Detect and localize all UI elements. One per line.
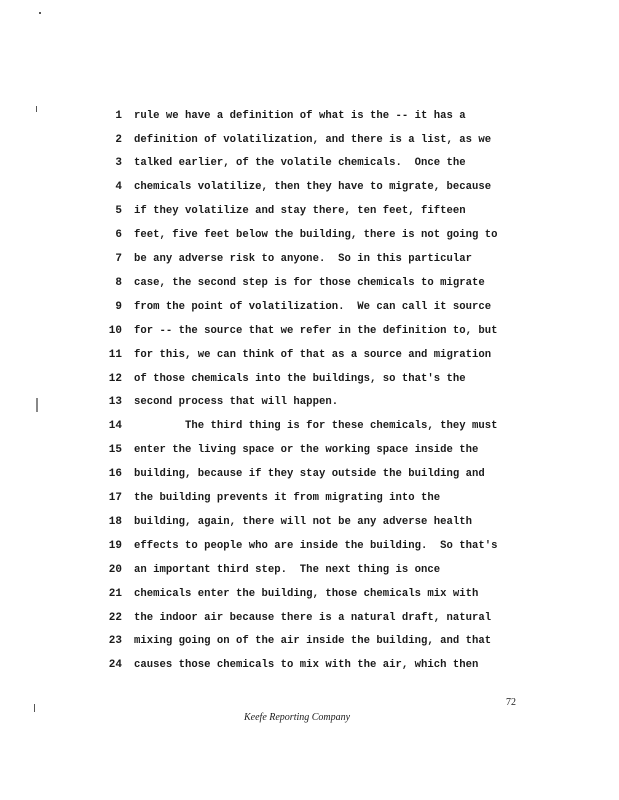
line-text: second process that will happen. (134, 396, 339, 408)
line-text: building, again, there will not be any adverse health (134, 516, 472, 528)
reporter-footer: Keefe Reporting Company (244, 712, 351, 723)
line-number: 11 (108, 349, 122, 361)
line-number: 18 (108, 516, 122, 528)
line-text: effects to people who are inside the building. So that's (134, 540, 498, 552)
line-number: 23 (108, 635, 122, 647)
line-text: if they volatilize and stay there, ten feet, fifteen (134, 205, 466, 217)
transcript-line (0, 321, 619, 341)
line-number: 8 (115, 277, 122, 289)
line-text: from the point of volatilization. We can call it source (134, 301, 492, 313)
line-number: 7 (115, 253, 122, 265)
line-number: 15 (108, 444, 122, 456)
transcript-line (0, 249, 619, 269)
line-text: chemicals volatilize, then they have to migrate, because (134, 181, 492, 193)
transcript-line (0, 392, 619, 412)
line-text: chemicals enter the building, those chemicals mix with (134, 588, 479, 600)
transcript-line (0, 225, 619, 245)
transcript-line (0, 584, 619, 604)
line-text: an important third step. The next thing is once (134, 564, 441, 576)
transcript-line (0, 177, 619, 197)
line-text: be any adverse risk to anyone. So in this particular (134, 253, 472, 265)
transcript-line (0, 416, 619, 436)
transcript-line (0, 512, 619, 532)
line-text: feet, five feet below the building, there is not going to (134, 229, 498, 241)
line-text: definition of volatilization, and there is a list, as we (134, 134, 492, 146)
line-text: the indoor air because there is a natural draft, natural (134, 612, 492, 624)
line-text: mixing going on of the air inside the building, and that (134, 635, 492, 647)
line-text: talked earlier, of the volatile chemicals. Once the (134, 157, 466, 169)
line-number: 6 (115, 229, 122, 241)
line-number: 22 (108, 612, 122, 624)
transcript-line (0, 440, 619, 460)
line-text: for this, we can think of that as a source and migration (134, 349, 492, 361)
line-text: case, the second step is for those chemicals to migrate (134, 277, 485, 289)
line-number: 1 (115, 110, 122, 122)
line-number: 3 (115, 157, 122, 169)
transcript-line (0, 655, 619, 675)
line-number: 2 (115, 134, 122, 146)
line-number: 21 (108, 588, 122, 600)
line-text: The third thing is for these chemicals, they must (134, 420, 498, 432)
line-text: the building prevents it from migrating into the (134, 492, 441, 504)
transcript-line (0, 464, 619, 484)
transcript-line (0, 536, 619, 556)
line-text: causes those chemicals to mix with the air, which then (134, 659, 479, 671)
line-text: of those chemicals into the buildings, so that's the (134, 373, 466, 385)
scan-speck (39, 12, 41, 14)
line-text: rule we have a definition of what is the -- it has a (134, 110, 466, 122)
transcript-line (0, 369, 619, 389)
transcript-line (0, 560, 619, 580)
line-text: enter the living space or the working space inside the (134, 444, 479, 456)
transcript-line (0, 345, 619, 365)
line-text: for -- the source that we refer in the definition to, but (134, 325, 498, 337)
line-text: building, because if they stay outside the building and (134, 468, 485, 480)
line-number: 10 (108, 325, 122, 337)
transcript-line (0, 273, 619, 293)
line-number: 20 (108, 564, 122, 576)
transcript-line (0, 608, 619, 628)
transcript-line (0, 631, 619, 651)
line-number: 12 (108, 373, 122, 385)
line-number: 14 (108, 420, 122, 432)
scan-speck (36, 398, 38, 412)
transcript-line (0, 106, 619, 126)
page-number: 72 (506, 697, 516, 708)
scan-speck (34, 704, 35, 712)
scan-speck (36, 106, 37, 112)
transcript-line (0, 297, 619, 317)
line-number: 24 (108, 659, 122, 671)
line-number: 16 (108, 468, 122, 480)
line-number: 17 (108, 492, 122, 504)
line-number: 19 (108, 540, 122, 552)
transcript-line (0, 201, 619, 221)
transcript-line (0, 153, 619, 173)
line-number: 4 (115, 181, 122, 193)
transcript-line (0, 130, 619, 150)
line-number: 9 (115, 301, 122, 313)
transcript-line (0, 488, 619, 508)
line-number: 13 (108, 396, 122, 408)
line-number: 5 (115, 205, 122, 217)
